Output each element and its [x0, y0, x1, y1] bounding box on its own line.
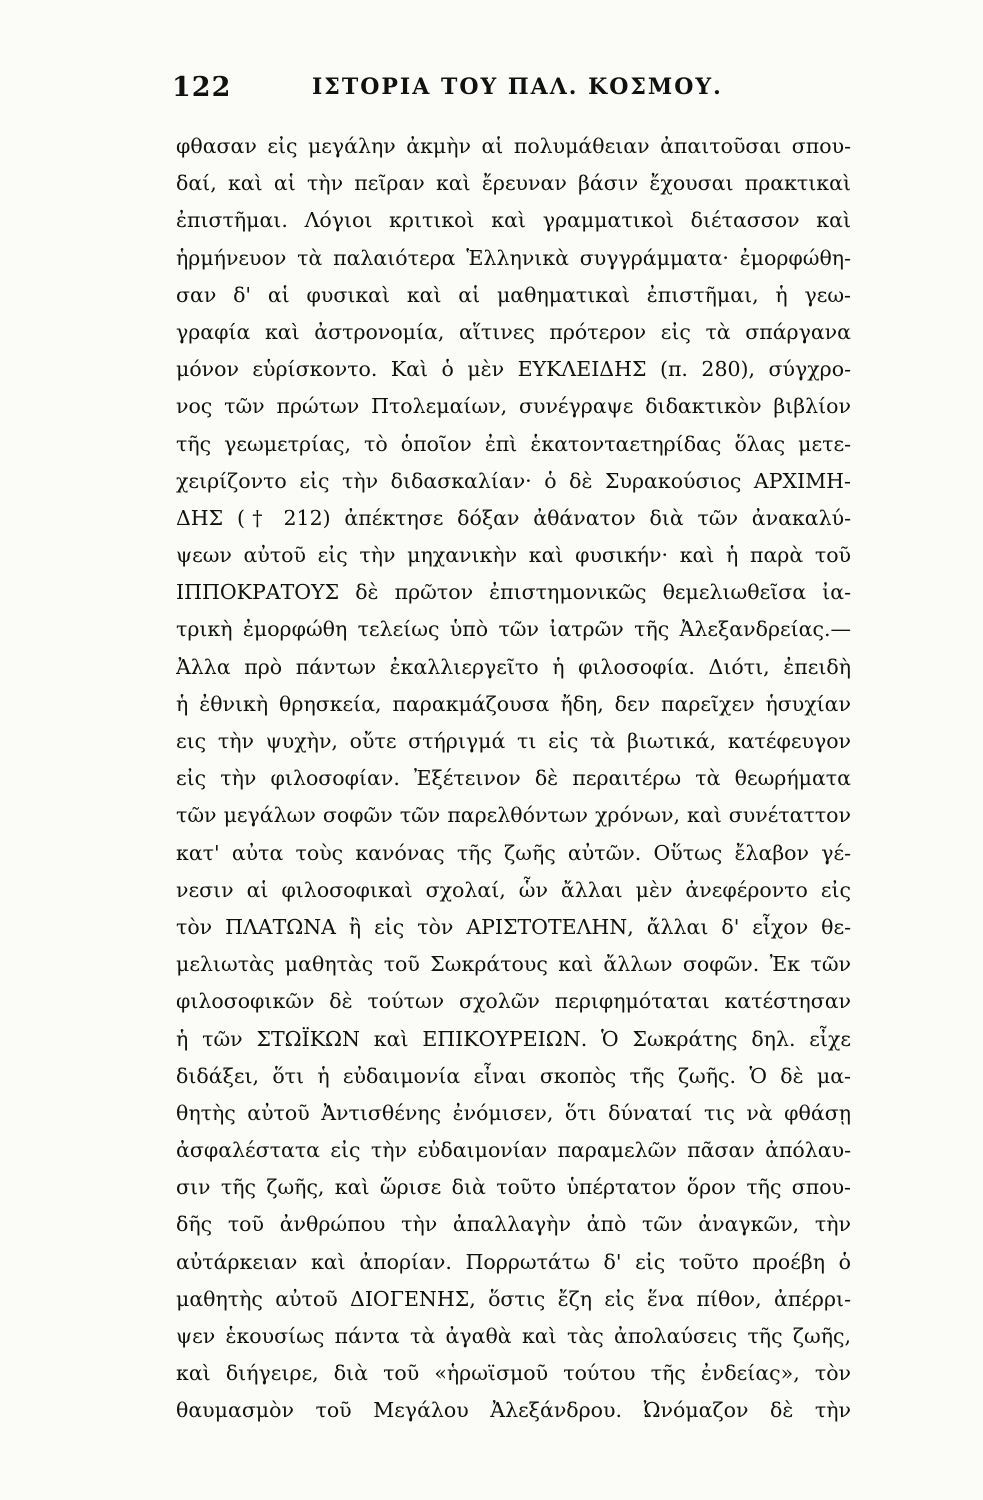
text-line: ἐπιστῆμαι. Λόγιοι κριτικοὶ καὶ γραμματικοὶ διέτασσον καὶ — [176, 208, 851, 233]
text-line: δαί, καὶ αἱ τὴν πεῖραν καὶ ἔρευναν βάσιν ἔχουσαι πρακτικαὶ — [176, 171, 851, 196]
text-line: σιν τῆς ζωῆς, καὶ ὥρισε διὰ τοῦτο ὑπέρτατον ὅρον τῆς σπου- — [176, 1175, 851, 1200]
text-line: εις τὴν ψυχὴν, οὔτε στήριγμά τι εἰς τὰ βιωτικά, κατέφευγον — [176, 729, 851, 753]
text-line: κατ' αὐτα τοὺς κανόνας τῆς ζωῆς αὐτῶν. Οὕτως ἔλαβον γέ- — [176, 840, 851, 865]
text-line: δῆς τοῦ ἀνθρώπου τὴν ἀπαλλαγὴν ἀπὸ τῶν ἀναγκῶν, τὴν — [176, 1212, 851, 1237]
text-line: φιλοσοφικῶν δὲ τούτων σχολῶν περιφημόταται κατέστησαν — [176, 989, 851, 1014]
text-line: ἀσφαλέστατα εἰς τὴν εὐδαιμονίαν παραμελῶν πᾶσαν ἀπόλαυ- — [176, 1138, 851, 1163]
text-line: Ἀλλα πρὸ πάντων ἐκαλλιεργεῖτο ἡ φιλοσοφία. Διότι, ἐπειδὴ — [176, 654, 851, 679]
text-line: μελιωτὰς μαθητὰς τοῦ Σωκράτους καὶ ἄλλων σοφῶν. Ἐκ τῶν — [176, 952, 851, 977]
text-line: ἡ ἐθνικὴ θρησκεία, παρακμάζουσα ἤδη, δεν παρεῖχεν ἡσυχίαν — [176, 691, 851, 716]
text-line: θαυμασμὸν τοῦ Μεγάλου Ἀλεξάνδρου. Ὠνόμαζον δὲ τὴν — [176, 1398, 851, 1423]
text-line: μαθητὴς αὐτοῦ ΔΙΟΓΕΝΗΣ, ὅστις ἔζη εἰς ἕνα πίθον, ἀπέρρι- — [176, 1286, 851, 1311]
text-line: τῶν μεγάλων σοφῶν τῶν παρελθόντων χρόνων, καὶ συνέταττον — [176, 803, 851, 828]
text-line: τρικὴ ἐμορφώθη τελείως ὑπὸ τῶν ἰατρῶν τῆς Ἀλεξανδρείας.— — [176, 617, 851, 642]
text-line: χειρίζοντο εἰς τὴν διδασκαλίαν· ὁ δὲ Συρακούσιος ΑΡΧΙΜΗ- — [176, 468, 851, 493]
text-line: σαν δ' αἱ φυσικαὶ καὶ αἱ μαθηματικαὶ ἐπιστῆμαι, ἡ γεω- — [176, 282, 851, 307]
text-line: τῆς γεωμετρίας, τὸ ὁποῖον ἐπὶ ἑκατονταετηρίδας ὅλας μετε- — [176, 431, 851, 456]
text-line: αὐτάρκειαν καὶ ἀπορίαν. Πορρωτάτω δ' εἰς τοῦτο προέβη ὁ — [176, 1249, 851, 1274]
text-line: εἰς τὴν φιλοσοφίαν. Ἐξέτεινον δὲ περαιτέρω τὰ θεωρήματα — [176, 766, 851, 791]
text-line: τὸν ΠΛΑΤΩΝΑ ἢ εἰς τὸν ΑΡΙΣΤΟΤΕΛΗΝ, ἄλλαι δ' εἶχον θε- — [176, 914, 851, 939]
text-line: μόνον εὑρίσκοντο. Καὶ ὁ μὲν ΕΥΚΛΕΙΔΗΣ (π. 280), σύγχρο- — [176, 357, 851, 382]
text-line: ΙΠΠΟΚΡΑΤΟΥΣ δὲ πρῶτον ἐπιστημονικῶς θεμελιωθεῖσα ἰα- — [176, 580, 851, 605]
body-text — [176, 128, 851, 1430]
text-line: ἡ τῶν ΣΤΩΪΚΩΝ καὶ ΕΠΙΚΟΥΡΕΙΩΝ. Ὁ Σωκράτης δηλ. εἶχε — [176, 1026, 851, 1051]
text-line: ἡρμήνευον τὰ παλαιότερα Ἑλληνικὰ συγγράμματα· ἐμορφώθη- — [176, 245, 851, 270]
text-line: ΔΗΣ († 212) ἀπέκτησε δόξαν ἀθάνατον διὰ τῶν ἀνακαλύ- — [176, 505, 851, 530]
text-line: καὶ διήγειρε, διὰ τοῦ «ἡρωϊσμοῦ τούτου τῆς ἐνδείας», τὸν — [176, 1361, 851, 1386]
text-line: νεσιν αἱ φιλοσοφικαὶ σχολαί, ὧν ἄλλαι μὲν ἀνεφέροντο εἰς — [176, 877, 851, 902]
text-line: ψεν ἑκουσίως πάντα τὰ ἀγαθὰ καὶ τὰς ἀπολαύσεις τῆς ζωῆς, — [176, 1324, 851, 1348]
page-header — [172, 72, 723, 112]
text-line: νος τῶν πρώτων Πτολεμαίων, συνέγραψε διδακτικὸν βιβλίον — [176, 394, 851, 419]
running-title: ΙΣΤΟΡΙΑ ΤΟΥ ΠΑΛ. ΚΟΣΜΟΥ. — [312, 74, 723, 100]
text-line: διδάξει, ὅτι ἡ εὐδαιμονία εἶναι σκοπὸς τῆς ζωῆς. Ὁ δὲ μα- — [176, 1063, 851, 1088]
text-line: θητὴς αὐτοῦ Ἀντισθένης ἐνόμισεν, ὅτι δύναταί τις νὰ φθάσῃ — [176, 1100, 851, 1125]
text-line: ψεων αὐτοῦ εἰς τὴν μηχανικὴν καὶ φυσικήν· καὶ ἡ παρὰ τοῦ — [176, 543, 851, 568]
text-line: φθασαν εἰς μεγάλην ἀκμὴν αἱ πολυμάθειαν ἀπαιτοῦσαι σπου- — [176, 134, 851, 158]
page-number: 122 — [172, 72, 232, 103]
text-line: γραφία καὶ ἀστρονομία, αἵτινες πρότερον εἰς τὰ σπάργανα — [176, 319, 851, 344]
